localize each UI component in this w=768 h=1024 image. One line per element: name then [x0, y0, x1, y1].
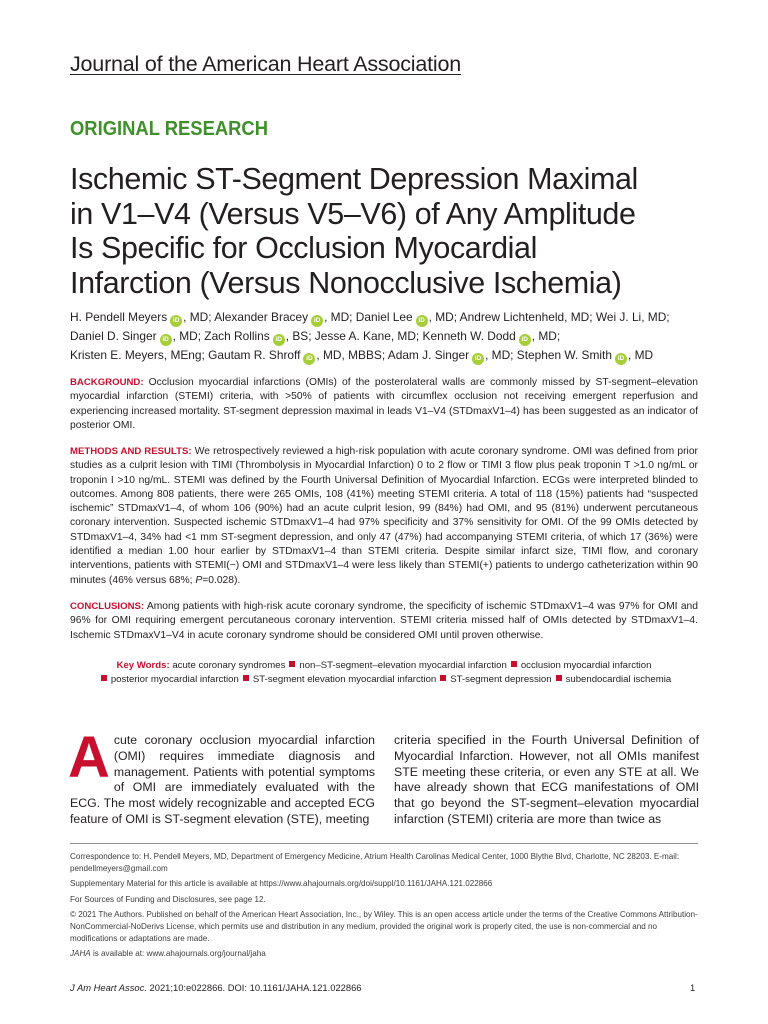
author-text: , MD	[627, 348, 654, 362]
body-column-left	[68, 725, 375, 828]
keyword[interactable]: non–ST-segment–elevation myocardial infarction	[299, 660, 507, 671]
abstract-label: CONCLUSIONS:	[70, 601, 145, 612]
journal-url-note[interactable]	[70, 948, 698, 960]
orcid-icon[interactable]: iD	[160, 334, 172, 346]
orcid-icon[interactable]: iD	[519, 334, 531, 346]
keyword[interactable]: ST-segment elevation myocardial infarction	[252, 674, 437, 685]
author-list	[70, 308, 710, 365]
footnote-divider	[70, 843, 698, 844]
citation-journal: J Am Heart Assoc.	[70, 982, 147, 993]
orcid-icon[interactable]: iD	[416, 315, 428, 327]
author-text: , MD;	[531, 329, 561, 343]
author-text: , BS; Jesse A. Kane, MD; Kenneth W. Dodd	[285, 329, 516, 343]
p-value-symbol: P	[195, 574, 203, 586]
abstract-methods	[70, 445, 698, 588]
square-bullet-icon	[289, 661, 295, 667]
copyright-note: © 2021 The Authors. Published on behalf of the American Heart Association, Inc., by Wiley. This is an open access article under the terms of the Creative Commons Attribution-NonCommercial-NoDerivs License, which permits use and distribution in any medium, provided the original work is properly cited, the use is non-commercial and no modifications or adaptations are made.	[70, 910, 698, 943]
keyword[interactable]: ST-segment depression	[450, 674, 552, 685]
abstract-text: =0.028).	[202, 574, 241, 586]
jaha-abbrev: JAHA	[70, 949, 91, 959]
jaha-url-text: is available at: www.ahajournals.org/journal/jaha	[90, 949, 266, 959]
title-line: in V1–V4 (Versus V5–V6) of Any Amplitude	[70, 196, 636, 231]
author-text: , MD; Alexander Bracey	[183, 310, 309, 324]
citation-details: 2021;10:e022866. DOI: 10.1161/JAHA.121.022866	[146, 982, 362, 993]
author-name: Daniel D. Singer	[70, 329, 157, 343]
abstract-label: METHODS AND RESULTS:	[70, 446, 192, 457]
keyword[interactable]: occlusion myocardial infarction	[520, 660, 652, 671]
journal-title: Journal of the American Heart Association	[70, 52, 461, 76]
author-text: , MD; Zach Rollins	[172, 329, 270, 343]
keyword[interactable]: subendocardial ischemia	[565, 674, 672, 685]
abstract-label: BACKGROUND:	[70, 377, 144, 388]
body-text: criteria specified in the Fourth Universal Definition of Myocardial Infarction. However, not all OMIs manifest STE meeting these criteria, or even any STE at all. We have already shown that ECG manifestations of OMI that go beyond the ST-segment–elevation myocardial infarction (STEMI) criteria are more than twice as	[394, 733, 699, 826]
orcid-icon[interactable]: iD	[303, 353, 315, 365]
section-label: ORIGINAL RESEARCH	[70, 118, 269, 140]
keywords-label: Key Words:	[116, 660, 170, 671]
orcid-icon[interactable]: iD	[615, 353, 627, 365]
orcid-icon[interactable]: iD	[170, 315, 182, 327]
square-bullet-icon	[101, 675, 107, 681]
abstract-text: Occlusion myocardial infarctions (OMIs) of the posterolateral walls are commonly missed by ST-segment–elevation myocardial infarction (STEMI) criteria, with >50% of patients with circumflex occlusion not receiving emergent reperfusion and experiencing increased mortality. ST-segment depression maximal in leads V1–V4 (STDmaxV1–4) has been suggested as an indicator of posterior OMI.	[70, 377, 698, 431]
footer-citation	[70, 982, 362, 993]
body-text: cute coronary occlusion myocardial infarction (OMI) requires immediate diagnosis and management. Patients with potential symptoms of OMI are immediately evaluated with the ECG. The most widely recognizable and accepted ECG feature of OMI is ST-segment elevation (STE), meeting	[70, 733, 375, 826]
author-text: , MD; Andrew Lichtenheld, MD; Wei J. Li, MD;	[428, 310, 670, 324]
square-bullet-icon	[511, 661, 517, 667]
abstract-text: We retrospectively reviewed a high-risk population with acute coronary syndrome. OMI was defined from prior studies as a culprit lesion with TIMI (Thrombolysis in Myocardial Infarction) 0 to 2 flow or TIMI 3 flow plus peak troponin T >1.0 ng/mL or troponin I >10 ng/mL. STEMI was defined by the Fourth Universal Definition of Myocardial Infarction. ECGs were interpreted blinded to outcomes. Among 808 patients, there were 265 OMIs, 108 (41%) meeting STEMI criteria. A total of 118 (15%) patients had “suspected ischemic” STDmaxV1–4, of whom 106 (90%) had an acute culprit lesion, 99 (84%) had OMI, and 95 (81%) underwent percutaneous coronary intervention. Suspected ischemic STDmaxV1–4 had 97% specificity and 37% sensitivity for OMI. Of the 99 OMIs detected by STDmaxV1–4, 34% had <1 mm ST-segment depression, and only 47 (47%) had accompanying STEMI criteria, of which 17 (36%) were identified a median 1.00 hour earlier by STDmaxV1–4 than STEMI criteria. Despite similar infarct size, TIMI flow, and coronary interventions, patients with STEMI(−) OMI and STDmaxV1–4 were less likely than STEMI(+) patients to undergo catheterization within 90 minutes (46% versus 68%;	[70, 446, 698, 586]
title-line: Infarction (Versus Nonocclusive Ischemia)	[70, 265, 622, 300]
body-column-right	[394, 733, 699, 828]
keyword[interactable]: acute coronary syndromes	[172, 660, 286, 671]
square-bullet-icon	[556, 675, 562, 681]
square-bullet-icon	[440, 675, 446, 681]
author-name: Kristen E. Meyers, MEng; Gautam R. Shroff	[70, 348, 301, 362]
funding-note: For Sources of Funding and Disclosures, see page 12.	[70, 894, 266, 904]
author-name: H. Pendell Meyers	[70, 310, 168, 324]
orcid-icon[interactable]: iD	[311, 315, 323, 327]
orcid-icon[interactable]: iD	[273, 334, 285, 346]
abstract-background	[70, 376, 698, 433]
keywords	[70, 659, 698, 687]
author-text: , MD; Daniel Lee	[324, 310, 413, 324]
title-line: Is Specific for Occlusion Myocardial	[70, 231, 537, 265]
footnotes	[70, 851, 698, 964]
correspondence-note: Correspondence to: H. Pendell Meyers, MD, Department of Emergency Medicine, Atrium Health Carolinas Medical Center, 1000 Blythe Blvd, Charlotte, NC 28203. E-mail: pendellmeyers@gmail.com	[70, 852, 680, 873]
article-title	[70, 162, 730, 300]
drop-cap: A	[68, 725, 110, 790]
supplementary-note[interactable]: Supplementary Material for this article is available at https://www.ahajournals.org/doi/suppl/10.1161/JAHA.121.022866	[70, 879, 493, 889]
orcid-icon[interactable]: iD	[472, 353, 484, 365]
author-text: , MD, MBBS; Adam J. Singer	[316, 348, 470, 362]
square-bullet-icon	[243, 675, 249, 681]
abstract-conclusions	[70, 600, 698, 643]
keyword[interactable]: posterior myocardial infarction	[110, 674, 239, 685]
author-text: , MD; Stephen W. Smith	[485, 348, 612, 362]
page-number: 1	[690, 982, 696, 993]
title-line: Ischemic ST-Segment Depression Maximal	[70, 162, 638, 196]
abstract-text: Among patients with high-risk acute coronary syndrome, the specificity of ischemic STDmaxV1–4 was 97% for OMI and 96% for OMI requiring emergent percutaneous coronary intervention. STEMI criteria missed half of OMIs detected by STDmaxV1–4. Ischemic STDmaxV1–V4 in acute coronary syndrome should be considered OMI until proven otherwise.	[70, 601, 699, 641]
